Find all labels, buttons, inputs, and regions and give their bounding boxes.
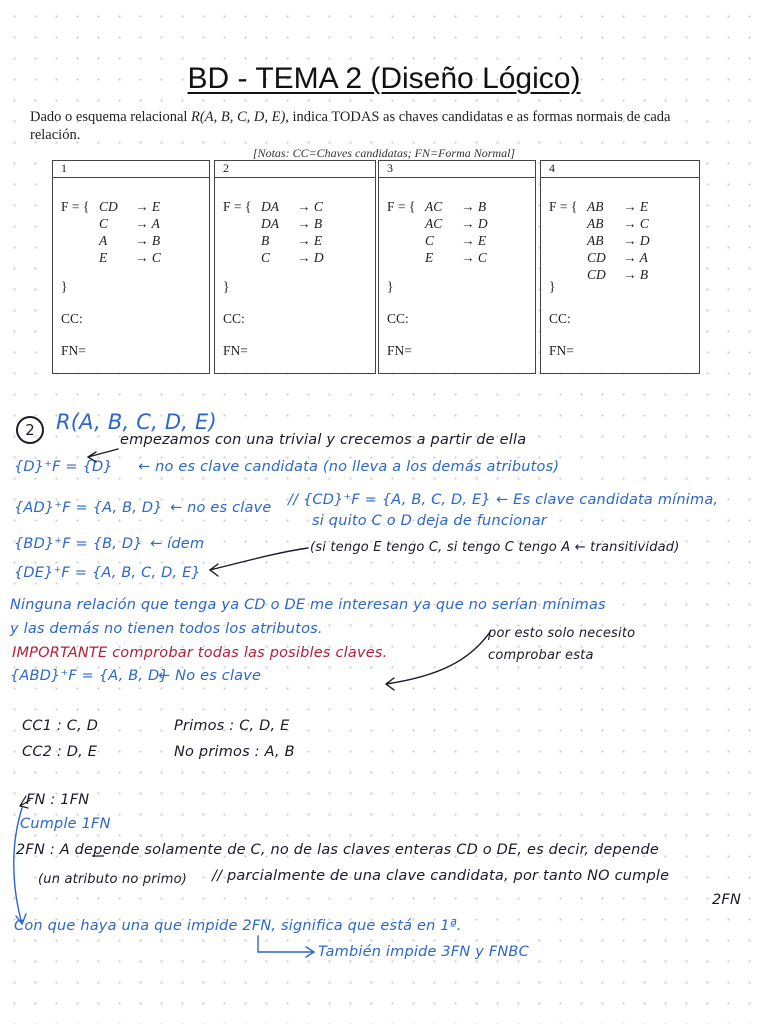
dep-lhs: CD: [99, 199, 118, 214]
closure-de: {DE}⁺F = {A, B, C, D, E}: [14, 565, 201, 581]
arrow-icon: →: [461, 199, 475, 214]
relational-schema: R(A, B, C, D, E): [191, 109, 286, 125]
arrow-icon: →: [297, 233, 311, 248]
dep-rhs: B: [477, 199, 487, 214]
arrow-icon: →: [623, 216, 637, 231]
dep-rhs: A: [151, 216, 160, 231]
fn-label: FN=: [61, 343, 86, 358]
set-close: }: [223, 279, 230, 294]
non-prime-attributes: No primos : A, B: [174, 744, 295, 760]
dep-lhs: E: [425, 250, 434, 265]
dep-lhs: C: [99, 216, 109, 231]
dep-lhs: B: [261, 233, 270, 248]
dep-lhs: C: [425, 233, 435, 248]
dep-lhs: CD: [587, 267, 606, 282]
dep-rhs: E: [477, 233, 487, 248]
dep-lhs: AC: [425, 216, 443, 231]
closure-d-note: ← no es clave candidata (no lleva a los demás atributos): [138, 459, 560, 475]
set-open: F = {: [223, 199, 252, 214]
statement-text-after: , indica TODAS as chaves candidatas e as formas normais de cada relación.: [30, 109, 671, 143]
set-open: F = {: [387, 199, 416, 214]
closure-cd-note: ← Es clave candidata mínima,: [496, 492, 719, 508]
closure-bd-note: ← ídem: [150, 536, 205, 552]
arrow-tambien: [258, 936, 314, 957]
dep-rhs: C: [151, 250, 161, 265]
arrow-icon: →: [623, 233, 637, 248]
dep-rhs: E: [639, 199, 649, 214]
set-close: }: [549, 279, 556, 294]
note-ninguna-line-2: y las demás no tienen todos los atributos.: [10, 621, 323, 637]
exercise-number: 4: [549, 161, 555, 175]
note-2fn-aside: (un atributo no primo): [38, 872, 187, 887]
arrow-fn-top: [20, 796, 30, 808]
closure-d: {D}⁺F = {D}: [14, 459, 113, 475]
candidate-key-1: CC1 : C, D: [22, 718, 99, 734]
note-por-esto-2: comprobar esta: [488, 648, 594, 663]
arrow-icon: →: [297, 216, 311, 231]
arrow-icon: →: [623, 250, 637, 265]
dep-rhs: C: [477, 250, 487, 265]
arrow-icon: →: [461, 216, 475, 231]
note-tambien: También impide 3FN y FNBC: [318, 944, 529, 960]
normal-form-result: FN : 1FN: [26, 792, 90, 808]
exercise-number: 1: [61, 161, 67, 175]
dep-lhs: C: [261, 250, 271, 265]
arrow-icon: →: [135, 216, 149, 231]
arrow-icon: →: [461, 250, 475, 265]
dep-rhs: D: [477, 216, 488, 231]
cc-label: CC:: [387, 311, 409, 326]
cc-label: CC:: [223, 311, 245, 326]
closure-ad: {AD}⁺F = {A, B, D}: [14, 500, 163, 516]
dep-rhs: B: [313, 216, 323, 231]
statement-text-before: Dado o esquema relacional: [30, 109, 192, 125]
arrow-empezamos: [88, 449, 118, 462]
cc-label: CC:: [61, 311, 83, 326]
relation-heading: R(A, B, C, D, E): [56, 410, 217, 434]
closure-cd: // {CD}⁺F = {A, B, C, D, E}: [288, 492, 491, 508]
note-con-que: Con que haya una que impide 2FN, significa que está en 1ª.: [14, 918, 462, 934]
dep-rhs: E: [313, 233, 323, 248]
note-empezamos: empezamos con una trivial y crecemos a partir de ella: [120, 432, 527, 448]
arrow-icon: →: [461, 233, 475, 248]
arrow-icon: →: [623, 199, 637, 214]
prime-attributes: Primos : C, D, E: [174, 718, 290, 734]
dep-rhs: C: [313, 199, 323, 214]
exercise-number: 3: [387, 161, 393, 175]
arrow-icon: →: [623, 267, 637, 282]
notes-legend: [Notas: CC=Chaves candidatas; FN=Forma Normal]: [252, 146, 516, 160]
dep-lhs: A: [99, 233, 108, 248]
arrow-icon: →: [297, 199, 311, 214]
dep-rhs: D: [313, 250, 324, 265]
exercise-number: 2: [223, 161, 229, 175]
closure-abd-note: ← No es clave: [158, 668, 262, 684]
dep-rhs: E: [151, 199, 161, 214]
closure-cd-note-2: si quito C o D deja de funcionar: [312, 513, 547, 529]
dep-lhs: DA: [261, 199, 279, 214]
arrow-icon: →: [297, 250, 311, 265]
note-2fn-line-1: 2FN : A depende solamente de C, no de las claves enteras CD o DE, es decir, depende: [16, 842, 659, 858]
dep-lhs: AB: [587, 199, 604, 214]
fn-label: FN=: [387, 343, 412, 358]
closure-abd: {ABD}⁺F = {A, B, D}: [10, 668, 169, 684]
dep-rhs: B: [151, 233, 161, 248]
arrow-icon: →: [135, 233, 149, 248]
dep-rhs: B: [639, 267, 649, 282]
dep-lhs: CD: [587, 250, 606, 265]
closure-ad-note: ← no es clave: [170, 500, 272, 516]
candidate-key-2: CC2 : D, E: [22, 744, 98, 760]
fn-label: FN=: [223, 343, 248, 358]
note-ninguna-line-1: Ninguna relación que tenga ya CD o DE me interesan ya que no serían mínimas: [10, 597, 606, 613]
arrow-transitividad: [210, 548, 308, 576]
closure-bd: {BD}⁺F = {B, D}: [14, 536, 143, 552]
arrow-icon: →: [135, 199, 149, 214]
arrow-icon: →: [135, 250, 149, 265]
page-title: BD - TEMA 2 (Diseño Lógico): [187, 62, 581, 95]
dep-rhs: D: [639, 233, 650, 248]
fn-label: FN=: [549, 343, 574, 358]
arrow-por-esto: [386, 632, 490, 690]
dep-rhs: A: [639, 250, 648, 265]
note-cumple-1fn: Cumple 1FN: [20, 816, 111, 832]
note-2fn-line-3: 2FN: [712, 892, 742, 908]
cc-label: CC:: [549, 311, 571, 326]
arrow-fn-left: [14, 808, 26, 924]
note-importante: IMPORTANTE comprobar todas las posibles claves.: [12, 645, 388, 661]
dep-lhs: AB: [587, 233, 604, 248]
dep-lhs: DA: [261, 216, 279, 231]
note-2fn-line-2: // parcialmente de una clave candidata, por tanto NO cumple: [212, 868, 670, 884]
dep-lhs: E: [99, 250, 108, 265]
set-open: F = {: [61, 199, 90, 214]
set-close: }: [387, 279, 394, 294]
note-transitividad: (si tengo E tengo C, si tengo C tengo A ← transitividad): [310, 540, 680, 555]
set-open: F = {: [549, 199, 578, 214]
dep-lhs: AC: [425, 199, 443, 214]
circle-number: 2: [16, 416, 44, 444]
note-por-esto-1: por esto solo necesito: [488, 626, 636, 641]
set-close: }: [61, 279, 68, 294]
dep-rhs: C: [639, 216, 649, 231]
dep-lhs: AB: [587, 216, 604, 231]
